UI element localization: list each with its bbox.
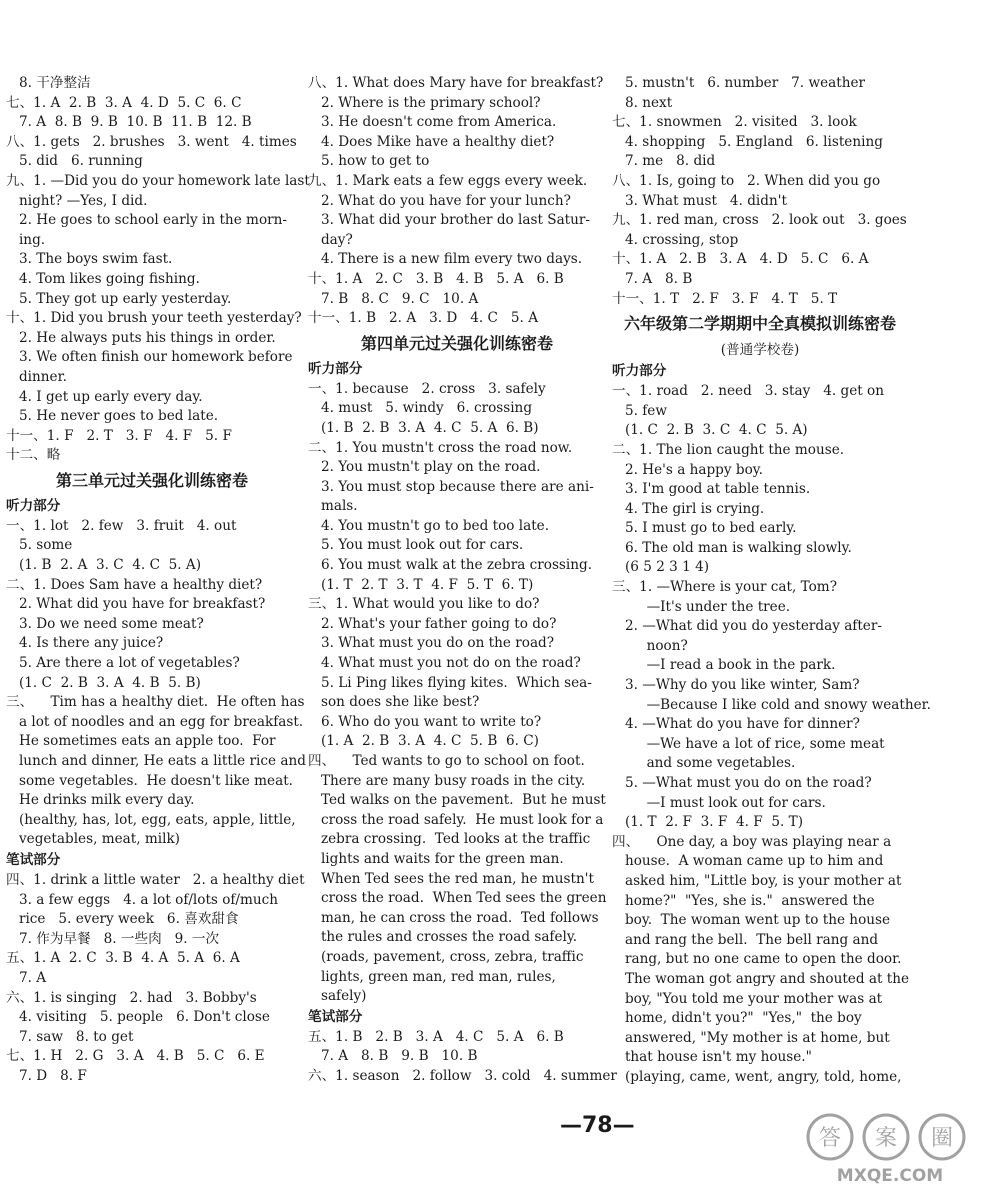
answer-line: The woman got angry and shouted at the: [612, 970, 910, 987]
answer-line: rang, but no one came to open the door.: [612, 951, 902, 968]
answer-line: He drinks milk every day.: [6, 792, 195, 809]
answer-line: (6 5 2 3 1 4): [612, 559, 710, 576]
section-heading: 第四单元过关强化训练密卷: [360, 333, 553, 353]
answer-line: 五、1. B 2. B 3. A 4. C 5. A 6. B: [308, 1028, 564, 1045]
answer-line: 7. B 8. C 9. C 10. A: [308, 290, 479, 307]
answer-line: —We have a lot of rice, some meat: [612, 735, 885, 752]
answer-line: 8. next: [612, 94, 673, 111]
answer-line: 3. I'm good at table tennis.: [612, 481, 811, 498]
answer-line: 2. You mustn't play on the road.: [308, 459, 541, 476]
answer-line: 一、1. because 2. cross 3. safely: [308, 380, 546, 397]
answer-line: (roads, pavement, cross, zebra, traffic: [308, 948, 584, 965]
answer-line: vegetables, meat, milk): [6, 831, 180, 848]
part-heading: 笔试部分: [308, 1008, 363, 1025]
answer-line: asked him, "Little boy, is your mother at: [612, 872, 902, 889]
answer-line: 4. visiting 5. people 6. Don't close: [6, 1009, 270, 1026]
part-heading: 笔试部分: [6, 851, 61, 868]
answer-line: —I read a book in the park.: [612, 657, 836, 674]
answer-line: dinner.: [6, 368, 67, 385]
answer-line: 十一、1. B 2. A 3. D 4. C 5. A: [308, 310, 539, 327]
answer-line: 7. me 8. did: [612, 153, 716, 170]
answer-line: 五、1. A 2. C 3. B 4. A 5. A 6. A: [6, 950, 240, 967]
answer-line: 三、 Tim has a healthy diet. He often has: [6, 694, 305, 711]
answer-line: cross the road safely. He must look for a: [308, 811, 604, 828]
answer-line: (playing, came, went, angry, told, home,: [612, 1068, 902, 1085]
answer-line: 4. You mustn't go to bed too late.: [308, 517, 550, 534]
watermark-char-2: 案: [874, 1126, 898, 1151]
answer-line: 3. The boys swim fast.: [6, 251, 173, 268]
answer-line: (1. C 2. B 3. A 4. B 5. B): [6, 674, 201, 691]
answer-line: 4. crossing, stop: [612, 231, 739, 248]
answer-line: 5. You must look out for cars.: [308, 537, 524, 554]
answer-line: cross the road. When Ted sees the green: [308, 890, 607, 907]
answer-line: 一、1. road 2. need 3. stay 4. get on: [612, 383, 884, 400]
answer-line: (healthy, has, lot, egg, eats, apple, little,: [6, 811, 296, 828]
answer-line: 3. What must you do on the road?: [308, 635, 555, 652]
answer-line: 4. The girl is crying.: [612, 500, 765, 517]
answer-line: 二、1. You mustn't cross the road now.: [308, 439, 573, 456]
answer-line: 3. —Why do you like winter, Sam?: [612, 677, 860, 694]
part-heading: 听力部分: [612, 363, 667, 380]
answer-line: 2. He's a happy boy.: [612, 461, 763, 478]
answer-column-3: [612, 74, 931, 1088]
answer-line: 4. Is there any juice?: [6, 635, 164, 652]
answer-line: When Ted sees the red man, he mustn't: [308, 870, 594, 887]
answer-line: 7. saw 8. to get: [6, 1028, 134, 1045]
answer-column-1: [6, 74, 310, 1087]
answer-line: (1. B 2. B 3. A 4. C 5. A 6. B): [308, 419, 539, 436]
answer-line: 4. shopping 5. England 6. listening: [612, 133, 883, 150]
part-heading: 听力部分: [308, 360, 363, 377]
answer-line: 十、1. A 2. B 3. A 4. D 5. C 6. A: [612, 251, 869, 268]
answer-line: 二、1. Does Sam have a healthy diet?: [6, 576, 263, 593]
answer-line: home?" "Yes, she is." answered the: [612, 892, 875, 909]
answer-line: 4. —What do you have for dinner?: [612, 716, 860, 733]
answer-line: 3. He doesn't come from America.: [308, 114, 557, 131]
answer-line: 5. did 6. running: [6, 153, 143, 170]
answer-line: 六、1. is singing 2. had 3. Bobby's: [6, 989, 257, 1006]
answer-line: that house isn't my house.": [612, 1049, 812, 1066]
answer-line: man, he can cross the road. Ted follows: [308, 909, 599, 926]
answer-line: 4. There is a new film every two days.: [308, 251, 583, 268]
answer-line: ing.: [6, 231, 46, 248]
answer-line: 2. What's your father going to do?: [308, 615, 557, 632]
answer-line: 四、 One day, a boy was playing near a: [612, 833, 892, 850]
answer-line: son does she like best?: [308, 694, 480, 711]
answer-line: 5. how to get to: [308, 153, 430, 170]
answer-line: —Because I like cold and snowy weather.: [612, 696, 931, 713]
answer-line: 九、1. —Did you do your homework late last: [6, 172, 310, 189]
page-number: —78—: [560, 1113, 635, 1138]
answer-line: 十一、1. T 2. F 3. F 4. T 5. T: [612, 290, 838, 307]
answer-line: 三、1. What would you like to do?: [308, 596, 540, 613]
answer-line: 3. What did your brother do last Satur-: [308, 212, 590, 229]
answer-line: 十、1. A 2. C 3. B 4. B 5. A 6. B: [308, 270, 564, 287]
answer-line: Ted walks on the pavement. But he must: [308, 792, 606, 809]
answer-line: boy, "You told me your mother was at: [612, 990, 883, 1007]
answer-line: rice 5. every week 6. 喜欢甜食: [6, 911, 239, 928]
answer-line: 二、1. The lion caught the mouse.: [612, 441, 845, 458]
answer-line: home, didn't you?" "Yes," the boy: [612, 1010, 862, 1027]
answer-line: 5. some: [6, 537, 73, 554]
answer-line: 4. What must you not do on the road?: [308, 655, 581, 672]
answer-line: 2. He goes to school early in the morn-: [6, 212, 287, 229]
answer-line: —It's under the tree.: [612, 598, 791, 615]
answer-line: 4. I get up early every day.: [6, 388, 203, 405]
answer-line: the rules and crosses the road safely.: [308, 929, 578, 946]
answer-line: 十一、1. F 2. T 3. F 4. F 5. F: [6, 427, 232, 444]
answer-line: lights and waits for the green man.: [308, 850, 564, 867]
answer-line: 5. mustn't 6. number 7. weather: [612, 75, 865, 91]
answer-line: (1. B 2. A 3. C 4. C 5. A): [6, 557, 202, 574]
answer-line: (1. T 2. T 3. T 4. F 5. T 6. T): [308, 576, 534, 593]
answer-line: 九、1. Mark eats a few eggs every week.: [308, 172, 588, 189]
answer-line: 九、1. red man, cross 2. look out 3. goes: [612, 212, 907, 229]
answer-line: —I must look out for cars.: [612, 794, 826, 811]
answer-line: boy. The woman went up to the house: [612, 912, 891, 929]
answer-line: 4. Does Mike have a healthy diet?: [308, 133, 555, 150]
answer-line: 2. —What did you do yesterday after-: [612, 618, 882, 635]
answer-line: and rang the bell. The bell rang and: [612, 931, 879, 948]
answer-line: 2. Where is the primary school?: [308, 94, 541, 111]
answer-line: a lot of noodles and an egg for breakfast.: [6, 713, 304, 730]
answer-line: 5. —What must you do on the road?: [612, 775, 872, 791]
answer-line: lights, green man, red man, rules,: [308, 968, 556, 985]
answer-line: (1. C 2. B 3. C 4. C 5. A): [612, 422, 808, 439]
answer-line: safely): [308, 988, 367, 1005]
answer-line: 6. The old man is walking slowly.: [612, 539, 852, 556]
answer-line: mals.: [308, 498, 358, 515]
answer-line: 3. You must stop because there are ani-: [308, 478, 594, 495]
answer-line: 十、1. Did you brush your teeth yesterday?: [6, 310, 302, 327]
answer-line: 四、1. drink a little water 2. a healthy diet: [6, 871, 305, 888]
answer-line: and some vegetables.: [612, 755, 796, 772]
answer-line: house. A woman came up to him and: [612, 853, 884, 870]
answer-line: noon?: [612, 637, 688, 654]
answer-line: 7. A 8. B: [612, 270, 693, 287]
answer-line: 5. They got up early yesterday.: [6, 290, 232, 307]
answer-line: 5. I must go to bed early.: [612, 520, 797, 537]
answer-line: 7. 作为早餐 8. 一些肉 9. 一次: [6, 930, 220, 947]
answer-line: 5. few: [612, 402, 667, 419]
answer-line: 八、1. gets 2. brushes 3. went 4. times: [6, 133, 297, 150]
answer-line: (1. A 2. B 3. A 4. C 5. B 6. C): [308, 733, 539, 750]
watermark-url: MXQE.COM: [836, 1166, 944, 1186]
answer-line: some vegetables. He doesn't like meat.: [6, 772, 293, 789]
answer-line: 3. Do we need some meat?: [6, 615, 204, 632]
answer-line: He sometimes eats an apple too. For: [6, 733, 276, 750]
answer-line: 6. You must walk at the zebra crossing.: [308, 557, 593, 574]
answer-line: 8. 干净整洁: [6, 75, 91, 91]
answer-line: 三、1. —Where is your cat, Tom?: [612, 579, 837, 596]
answer-line: There are many busy roads in the city.: [308, 772, 586, 789]
answer-line: 4. Tom likes going fishing.: [6, 270, 200, 287]
answer-line: 七、1. snowmen 2. visited 3. look: [612, 114, 857, 131]
answer-line: zebra crossing. Ted looks at the traffic: [308, 831, 591, 848]
answer-column-2: [308, 74, 617, 1087]
sub-heading: (普通学校卷): [720, 342, 800, 359]
part-heading: 听力部分: [6, 497, 61, 514]
answer-line: 5. He never goes to bed late.: [6, 408, 219, 425]
answer-line: 2. What did you have for breakfast?: [6, 596, 266, 613]
answer-line: 7. A: [6, 969, 47, 986]
answer-line: 八、1. What does Mary have for breakfast?: [308, 75, 604, 91]
answer-line: 5. Are there a lot of vegetables?: [6, 655, 240, 672]
answer-line: 7. A 8. B 9. B 10. B 11. B 12. B: [6, 114, 252, 131]
answer-line: 十二、略: [6, 447, 61, 464]
answer-line: 7. A 8. B 9. B 10. B: [308, 1048, 478, 1065]
watermark-char-3: 圈: [930, 1126, 954, 1151]
answer-line: 6. Who do you want to write to?: [308, 713, 542, 730]
answer-line: 3. We often finish our homework before: [6, 349, 293, 366]
answer-line: 5. Li Ping likes flying kites. Which sea-: [308, 674, 592, 691]
answer-line: 3. What must 4. didn't: [612, 192, 787, 209]
watermark-char-1: 答: [818, 1126, 842, 1151]
answer-line: 3. a few eggs 4. a lot of/lots of/much: [6, 891, 279, 908]
answer-line: 一、1. lot 2. few 3. fruit 4. out: [6, 517, 237, 534]
answer-line: 八、1. Is, going to 2. When did you go: [612, 172, 881, 189]
answer-line: 四、 Ted wants to go to school on foot.: [308, 753, 585, 769]
answer-line: (1. T 2. F 3. F 4. F 5. T): [612, 814, 804, 831]
answer-line: 2. He always puts his things in order.: [6, 329, 276, 346]
answer-line: night? —Yes, I did.: [6, 192, 148, 209]
answer-line: lunch and dinner, He eats a little rice and: [6, 753, 306, 769]
watermark-logo: [790, 1105, 990, 1187]
section-heading: 六年级第二学期期中全真模拟训练密卷: [623, 314, 896, 334]
answer-line: 2. What do you have for your lunch?: [308, 192, 571, 209]
section-heading: 第三单元过关强化训练密卷: [55, 470, 248, 490]
answer-line: 七、1. A 2. B 3. A 4. D 5. C 6. C: [6, 94, 242, 111]
answer-line: 4. must 5. windy 6. crossing: [308, 400, 533, 417]
answer-line: 七、1. H 2. G 3. A 4. B 5. C 6. E: [6, 1048, 265, 1065]
answer-line: day?: [308, 231, 353, 248]
answer-line: 六、1. season 2. follow 3. cold 4. summer: [308, 1067, 617, 1084]
answer-line: answered, "My mother is at home, but: [612, 1029, 890, 1046]
answer-line: 7. D 8. F: [6, 1067, 87, 1084]
